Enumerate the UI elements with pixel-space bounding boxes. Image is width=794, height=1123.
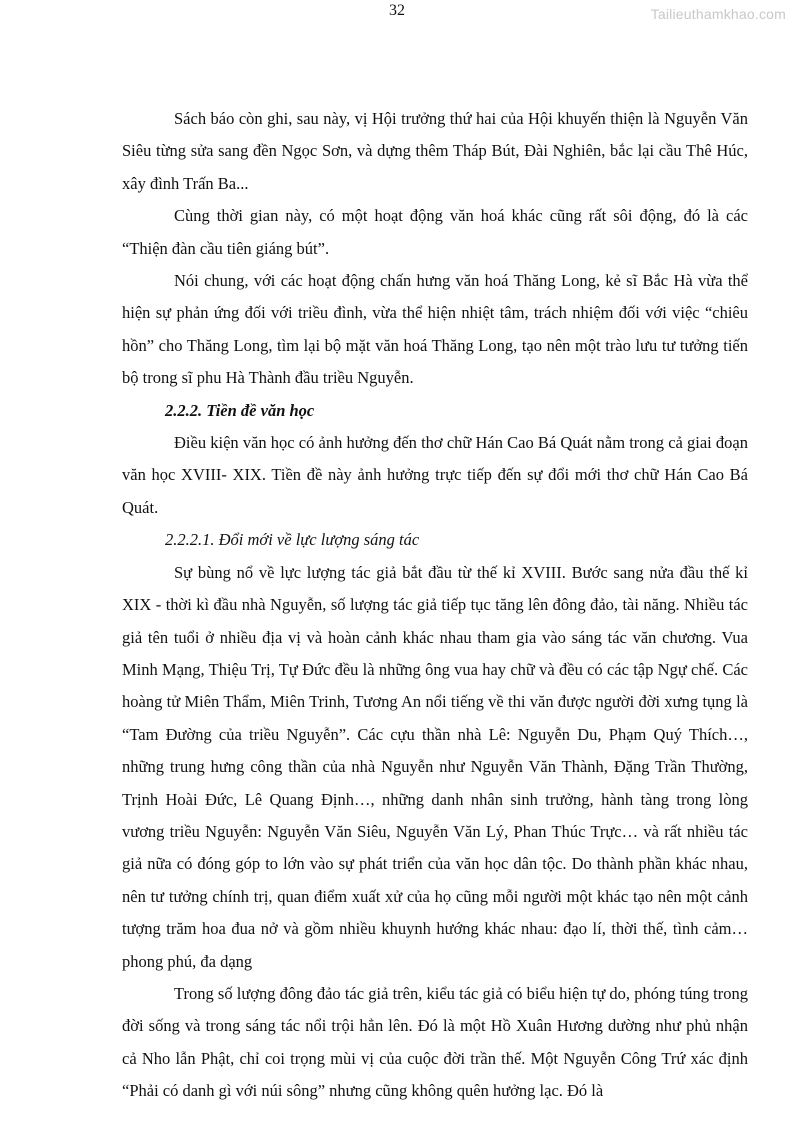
paragraph-5: Sự bùng nổ về lực lượng tác giả bắt đầu từ thế kỉ XVIII. Bước sang nửa đầu thế kỉ XIX - thời kì đầu nhà Nguyễn, số lượng tác giả tiếp tục tăng lên đông đảo, tài năng. Nhiều tác giả tên tuổi ở nhiều địa vị và hoàn cảnh khác nhau tham gia vào sáng tác văn chương. Vua Minh Mạng, Thiệu Trị, Tự Đức đều là những ông vua hay chữ và đều có các tập Ngự chế. Các hoàng tử Miên Thẩm, Miên Trinh, Tương An nổi tiếng về thi văn được người đời xưng tụng là “Tam Đường của triều Nguyễn”. Các cựu thần nhà Lê: Nguyễn Du, Phạm Quý Thích…, những trung hưng công thần của nhà Nguyễn như Nguyễn Văn Thành, Đặng Trần Thường, Trịnh Hoài Đức, Lê Quang Định…, những danh nhân sinh trưởng, hành tàng trong lòng vương triều Nguyễn: Nguyễn Văn Siêu, Nguyễn Văn Lý, Phan Thúc Trực… và rất nhiều tác giả nữa có đóng góp to lớn vào sự phát triển của văn học dân tộc. Do thành phần khác nhau, nên tư tưởng chính trị, quan điểm xuất xử của họ cũng mỗi người một khác tạo nên một cảnh tượng trăm hoa đua nở và gồm nhiều khuynh hướng khác nhau: đạo lí, thời thế, tình cảm… phong phú, đa dạng <box>122 562 748 971</box>
document-body <box>122 103 748 1108</box>
paragraph-1: Sách báo còn ghi, sau này, vị Hội trưởng thứ hai của Hội khuyến thiện là Nguyễn Văn Siêu từng sửa sang đền Ngọc Sơn, và dựng thêm Tháp Bút, Đài Nghiên, bắc lại cầu Thê Húc, xây đình Trấn Ba... <box>122 109 748 193</box>
section-heading-2-2-2: 2.2.2. Tiền đề văn học <box>165 400 315 420</box>
paragraph-6: Trong số lượng đông đảo tác giả trên, kiểu tác giả có biểu hiện tự do, phóng túng trong đời sống và trong sáng tác nổi trội hẳn lên. Đó là một Hồ Xuân Hương dường như phủ nhận cả Nho lẫn Phật, chỉ coi trọng mùi vị của cuộc đời trần thế. Một Nguyễn Công Trứ xác định “Phải có danh gì với núi sông” nhưng cũng không quên hưởng lạc. Đó là <box>122 983 748 1101</box>
page-number: 32 <box>389 2 405 19</box>
watermark: Tailieuthamkhao.com <box>650 6 786 22</box>
subsection-heading-2-2-2-1: 2.2.2.1. Đổi mới về lực lượng sáng tác <box>165 530 420 550</box>
paragraph-4: Điều kiện văn học có ảnh hưởng đến thơ chữ Hán Cao Bá Quát nằm trong cả giai đoạn văn học XVIII- XIX. Tiền đề này ảnh hưởng trực tiếp đến sự đổi mới thơ chữ Hán Cao Bá Quát. <box>122 433 748 517</box>
paragraph-3: Nói chung, với các hoạt động chấn hưng văn hoá Thăng Long, kẻ sĩ Bắc Hà vừa thể hiện sự phản ứng đối với triều đình, vừa thể hiện nhiệt tâm, trách nhiệm đối với việc “chiêu hồn” cho Thăng Long, tìm lại bộ mặt văn hoá Thăng Long, tạo nên một trào lưu tư tưởng tiến bộ trong sĩ phu Hà Thành đầu triều Nguyễn. <box>122 271 748 388</box>
paragraph-2: Cùng thời gian này, có một hoạt động văn hoá khác cũng rất sôi động, đó là các “Thiện đàn cầu tiên giáng bút”. <box>122 206 748 258</box>
